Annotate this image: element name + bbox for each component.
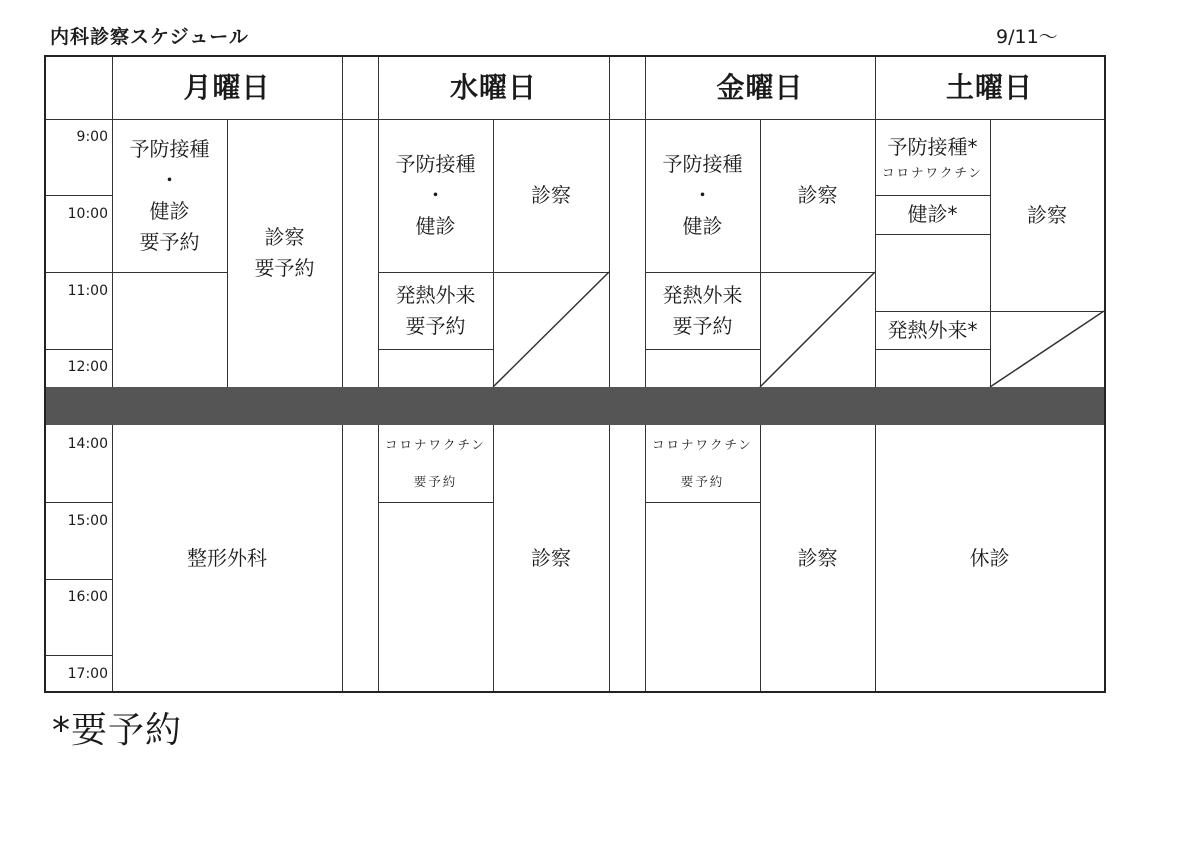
- cell-text: 健診: [682, 214, 723, 238]
- cell-text: 発熱外来: [395, 282, 476, 307]
- cell-text: 発熱外来: [662, 282, 743, 307]
- day-header-wednesday: 水曜日: [449, 71, 537, 105]
- wednesday-fever-clinic-cell: [378, 272, 493, 349]
- cell-text: ・: [692, 183, 713, 207]
- cell-text: 診察: [264, 225, 305, 249]
- schedule-table: [44, 55, 1106, 693]
- time-label: 12:00: [67, 359, 108, 375]
- cell-text: 健診: [149, 198, 190, 223]
- time-label: 14:00: [67, 436, 108, 452]
- time-label: 16:00: [67, 589, 108, 605]
- time-label: 10:00: [67, 206, 108, 222]
- cell-text: ・: [159, 167, 180, 192]
- cell-text: 要予約: [680, 473, 725, 489]
- monday-am-vaccination-cell: [112, 119, 227, 272]
- day-header-friday: 金曜日: [716, 71, 804, 105]
- start-date: 9/11〜: [996, 26, 1058, 48]
- wednesday-am-vaccination-cell: [378, 119, 493, 272]
- cell-text: 健診: [415, 214, 456, 238]
- saturday-am-consultation-cell: 診察: [1027, 202, 1067, 227]
- wednesday-pm-consultation-cell: 診察: [531, 545, 571, 570]
- page-title: 内科診察スケジュール: [50, 26, 249, 48]
- cell-text: コロナワクチン: [385, 437, 486, 453]
- cell-text: 予防接種*: [887, 135, 978, 159]
- reservation-footnote: *要予約: [52, 710, 183, 751]
- time-label: 9:00: [76, 129, 108, 145]
- cell-text: コロナワクチン: [652, 437, 753, 453]
- friday-pm-consultation-cell: 診察: [797, 545, 838, 570]
- time-label: 15:00: [67, 513, 108, 529]
- day-header-saturday: 土曜日: [945, 71, 1033, 105]
- cell-text: 要予約: [672, 313, 733, 338]
- cell-text: ・: [425, 183, 446, 207]
- cell-text: コロナワクチン: [882, 165, 983, 180]
- cell-text: 要予約: [413, 473, 458, 489]
- friday-covid-vaccine-cell: [645, 425, 760, 502]
- saturday-checkup-cell: 健診*: [907, 202, 958, 226]
- friday-am-vaccination-cell: [645, 119, 760, 272]
- day-header-monday: 月曜日: [183, 71, 271, 105]
- monday-am-consultation-cell: [227, 119, 342, 387]
- cell-text: 要予約: [139, 229, 200, 254]
- cell-text: 要予約: [254, 256, 315, 280]
- time-label: 11:00: [67, 283, 108, 299]
- friday-fever-clinic-cell: [645, 272, 760, 349]
- friday-am-consultation-cell: 診察: [797, 183, 838, 207]
- monday-pm-orthopedics-cell: 整形外科: [187, 545, 267, 570]
- saturday-pm-closed-cell: 休診: [969, 545, 1010, 570]
- cell-text: 要予約: [405, 313, 466, 338]
- cell-text: 予防接種: [395, 152, 476, 176]
- lunch-break-band: [46, 387, 1104, 425]
- wednesday-am-consultation-cell: 診察: [531, 183, 571, 207]
- time-label: 17:00: [67, 666, 108, 682]
- cell-text: 予防接種: [662, 152, 743, 176]
- saturday-vaccination-cell: [875, 119, 990, 195]
- wednesday-covid-vaccine-cell: [378, 425, 493, 502]
- saturday-fever-clinic-cell: 発熱外来*: [887, 317, 978, 342]
- cell-text: 予防接種: [129, 136, 210, 161]
